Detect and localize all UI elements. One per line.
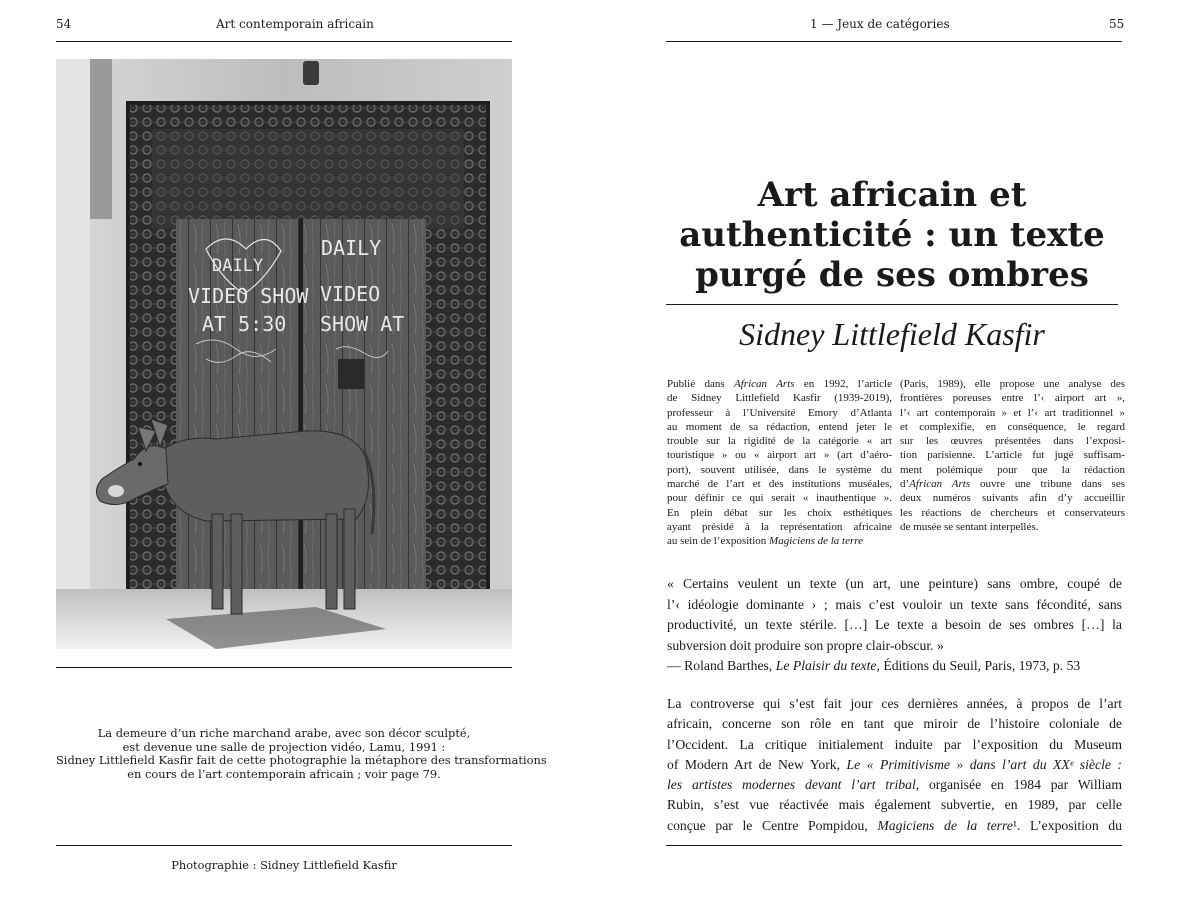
article-author: Sidney Littlefield Kasfir (739, 316, 1045, 352)
text-line (667, 420, 892, 434)
text-line (667, 735, 1122, 755)
text-segment: et complexifie, en conséquence, le regard (900, 420, 1125, 433)
caption-line: est devenue une salle de projection vidéo, Lamu, 1991 : (122, 739, 446, 754)
text-line (900, 491, 1125, 505)
text-segment: ¹. L’exposition du (1012, 817, 1122, 833)
text-segment: de Sidney Littlefield Kasfir (1939-2019), (667, 392, 892, 405)
text-segment: les réactions de chercheurs et conservateurs (900, 506, 1125, 519)
text-segment: ouvre une tribune dans ses (970, 478, 1125, 491)
text-segment: d’ (900, 478, 910, 491)
text-segment: « Certains veulent un texte (un art, une peinture) sans ombre, coupé de (667, 576, 1122, 591)
text-segment: de musée se sentant interpellés. (900, 520, 1039, 533)
text-line (900, 406, 1125, 420)
text-segment: port), souvent utilisée, dans le système du (667, 463, 892, 476)
text-segment: Rubin, s’est vue réactivée mais également subvertie, en 1989, par celle (667, 797, 1122, 813)
text-line (667, 520, 892, 534)
text-segment: En plein débat sur les choix esthétiques (667, 506, 892, 519)
graffiti-text: VIDEO SHOW (188, 284, 309, 308)
text-segment: — Roland Barthes, (667, 658, 776, 673)
article-title (667, 175, 1117, 295)
text-line (667, 491, 892, 505)
text-line (900, 506, 1125, 520)
text-segment: en 1992, l’article (794, 378, 892, 390)
text-segment: au moment de sa rédaction, entend jeter le (667, 420, 892, 433)
text-segment: tion parisienne. L’article fut jugé suffisam- (900, 449, 1125, 462)
text-line (667, 656, 1122, 677)
graffiti-text: DAILY (321, 236, 382, 260)
text-line (667, 714, 1122, 734)
text-segment: trouble sur la rigidité de la catégorie « art (667, 435, 892, 448)
text-segment: conçue par le Centre Pompidou, (667, 817, 878, 833)
graffiti-text: AT 5:30 (202, 312, 287, 336)
text-segment: pour définir ce qui serait « inauthentique ». (667, 492, 892, 505)
text-segment: touristique » ou « airport art » (art d’aéro- (667, 449, 892, 462)
right-page (589, 0, 1178, 913)
footer-rule-right (666, 845, 1122, 846)
text-line (900, 463, 1125, 477)
text-line (667, 477, 892, 491)
header-rule-right (666, 41, 1122, 42)
text-segment: , Éditions du Seuil, Paris, 1973, p. 53 (876, 658, 1081, 673)
italic-segment: Magiciens de la terre (877, 817, 1013, 833)
text-line (667, 595, 1122, 616)
text-line (667, 636, 1122, 657)
text-line (900, 520, 1125, 534)
graffiti-text: SHOW AT (320, 312, 405, 336)
text-line (900, 434, 1125, 448)
text-segment: au sein de l’exposition (667, 535, 770, 548)
running-head-left: Art contemporain africain (216, 17, 374, 31)
text-segment: marché de l’art et des institutions muséales, (667, 478, 892, 491)
page-number-left: 54 (56, 17, 72, 31)
graffiti-text: VIDEO (320, 282, 381, 306)
text-line (667, 775, 1122, 795)
text-line (667, 377, 892, 391)
intro-column-1 (667, 377, 892, 549)
photo-bottom-rule (56, 667, 512, 668)
caption-line: Sidney Littlefield Kasfir fait de cette photographie la métaphore des transformations (56, 753, 547, 768)
text-segment: professeur à l’Université Emory d’Atlanta (667, 406, 892, 419)
title-rule (666, 304, 1118, 305)
text-segment: africain, concerne son rôle en tant que miroir de l’histoire coloniale de (667, 716, 1122, 732)
text-segment: frontières poreuses entre l’‹ airport art », (900, 392, 1125, 405)
caption-line: La demeure d’un riche marchand arabe, avec son décor sculpté, (97, 726, 471, 740)
photo-credit: Photographie : Sidney Littlefield Kasfir (171, 858, 397, 872)
text-segment: deux numéros suivants afin d’y accueillir (900, 492, 1125, 505)
text-segment: l’‹ art contemporain » et l’‹ art traditionnel » (900, 406, 1125, 419)
italic-segment: Le Plaisir du texte (775, 658, 877, 673)
italic-segment: African Arts (909, 478, 971, 491)
text-segment: ayant présidé à la représentation africaine (667, 520, 892, 533)
text-segment: La controverse qui s’est fait jour ces dernières années, à propos de l’art (667, 696, 1122, 711)
text-line (667, 694, 1122, 714)
text-line (667, 448, 892, 462)
text-segment: sur les œuvres présentées dans l’exposi- (900, 435, 1125, 448)
header-rule-left (56, 41, 512, 42)
text-line (667, 534, 892, 548)
text-line (667, 391, 892, 405)
text-line (900, 420, 1125, 434)
text-line (667, 755, 1122, 775)
text-line (667, 434, 892, 448)
photo-caption (56, 726, 547, 781)
graffiti-text: DAILY (212, 256, 264, 276)
page-number-right: 55 (1109, 17, 1125, 31)
text-line (667, 615, 1122, 636)
text-line (667, 574, 1122, 595)
text-segment: l’‹ idéologie dominante › ; mais c’est vouloir un texte sans fécondité, sans (667, 596, 1122, 612)
photograph-doorway-donkey (56, 59, 512, 649)
running-head-right: 1 — Jeux de catégories (810, 17, 950, 31)
italic-segment: Le « Primitivisme » dans l’art du XXᵉ siècle : (846, 756, 1122, 772)
italic-segment: les artistes modernes devant l’art tribal (667, 777, 916, 793)
text-segment: , organisée en 1984 par William (915, 777, 1122, 793)
text-line (667, 816, 1122, 836)
title-line: Art africain et (757, 175, 1027, 215)
intro-column-2 (900, 377, 1125, 534)
epigraph-quote (667, 574, 1122, 677)
text-segment: productivité, un texte stérile. […] Le texte a besoin de ses ombres […] la (667, 617, 1122, 632)
text-line (900, 391, 1125, 405)
text-segment: ment polémique pour que la rédaction (900, 463, 1125, 476)
text-line (667, 406, 892, 420)
text-segment: of Modern Art de New York, (667, 756, 847, 772)
body-text (667, 694, 1122, 836)
text-segment: Publié dans (667, 378, 735, 390)
text-line (667, 463, 892, 477)
text-segment: l’Occident. La critique initialement induite par l’exposition du Museum (667, 736, 1122, 752)
text-line (900, 477, 1125, 491)
title-line: purgé de ses ombres (695, 255, 1089, 295)
italic-segment: African Arts (734, 378, 795, 390)
text-segment: subversion doit produire son propre clair-obscur. » (667, 637, 944, 653)
text-line (667, 795, 1122, 815)
text-segment: (Paris, 1989), elle propose une analyse des (900, 378, 1125, 390)
footer-rule-left (56, 845, 512, 846)
title-line: authenticité : un texte (679, 215, 1105, 255)
italic-segment: Magiciens de la terre (769, 535, 864, 548)
caption-line: en cours de l’art contemporain africain ; voir page 79. (127, 766, 441, 781)
text-line (667, 506, 892, 520)
text-line (900, 377, 1125, 391)
text-line (900, 448, 1125, 462)
